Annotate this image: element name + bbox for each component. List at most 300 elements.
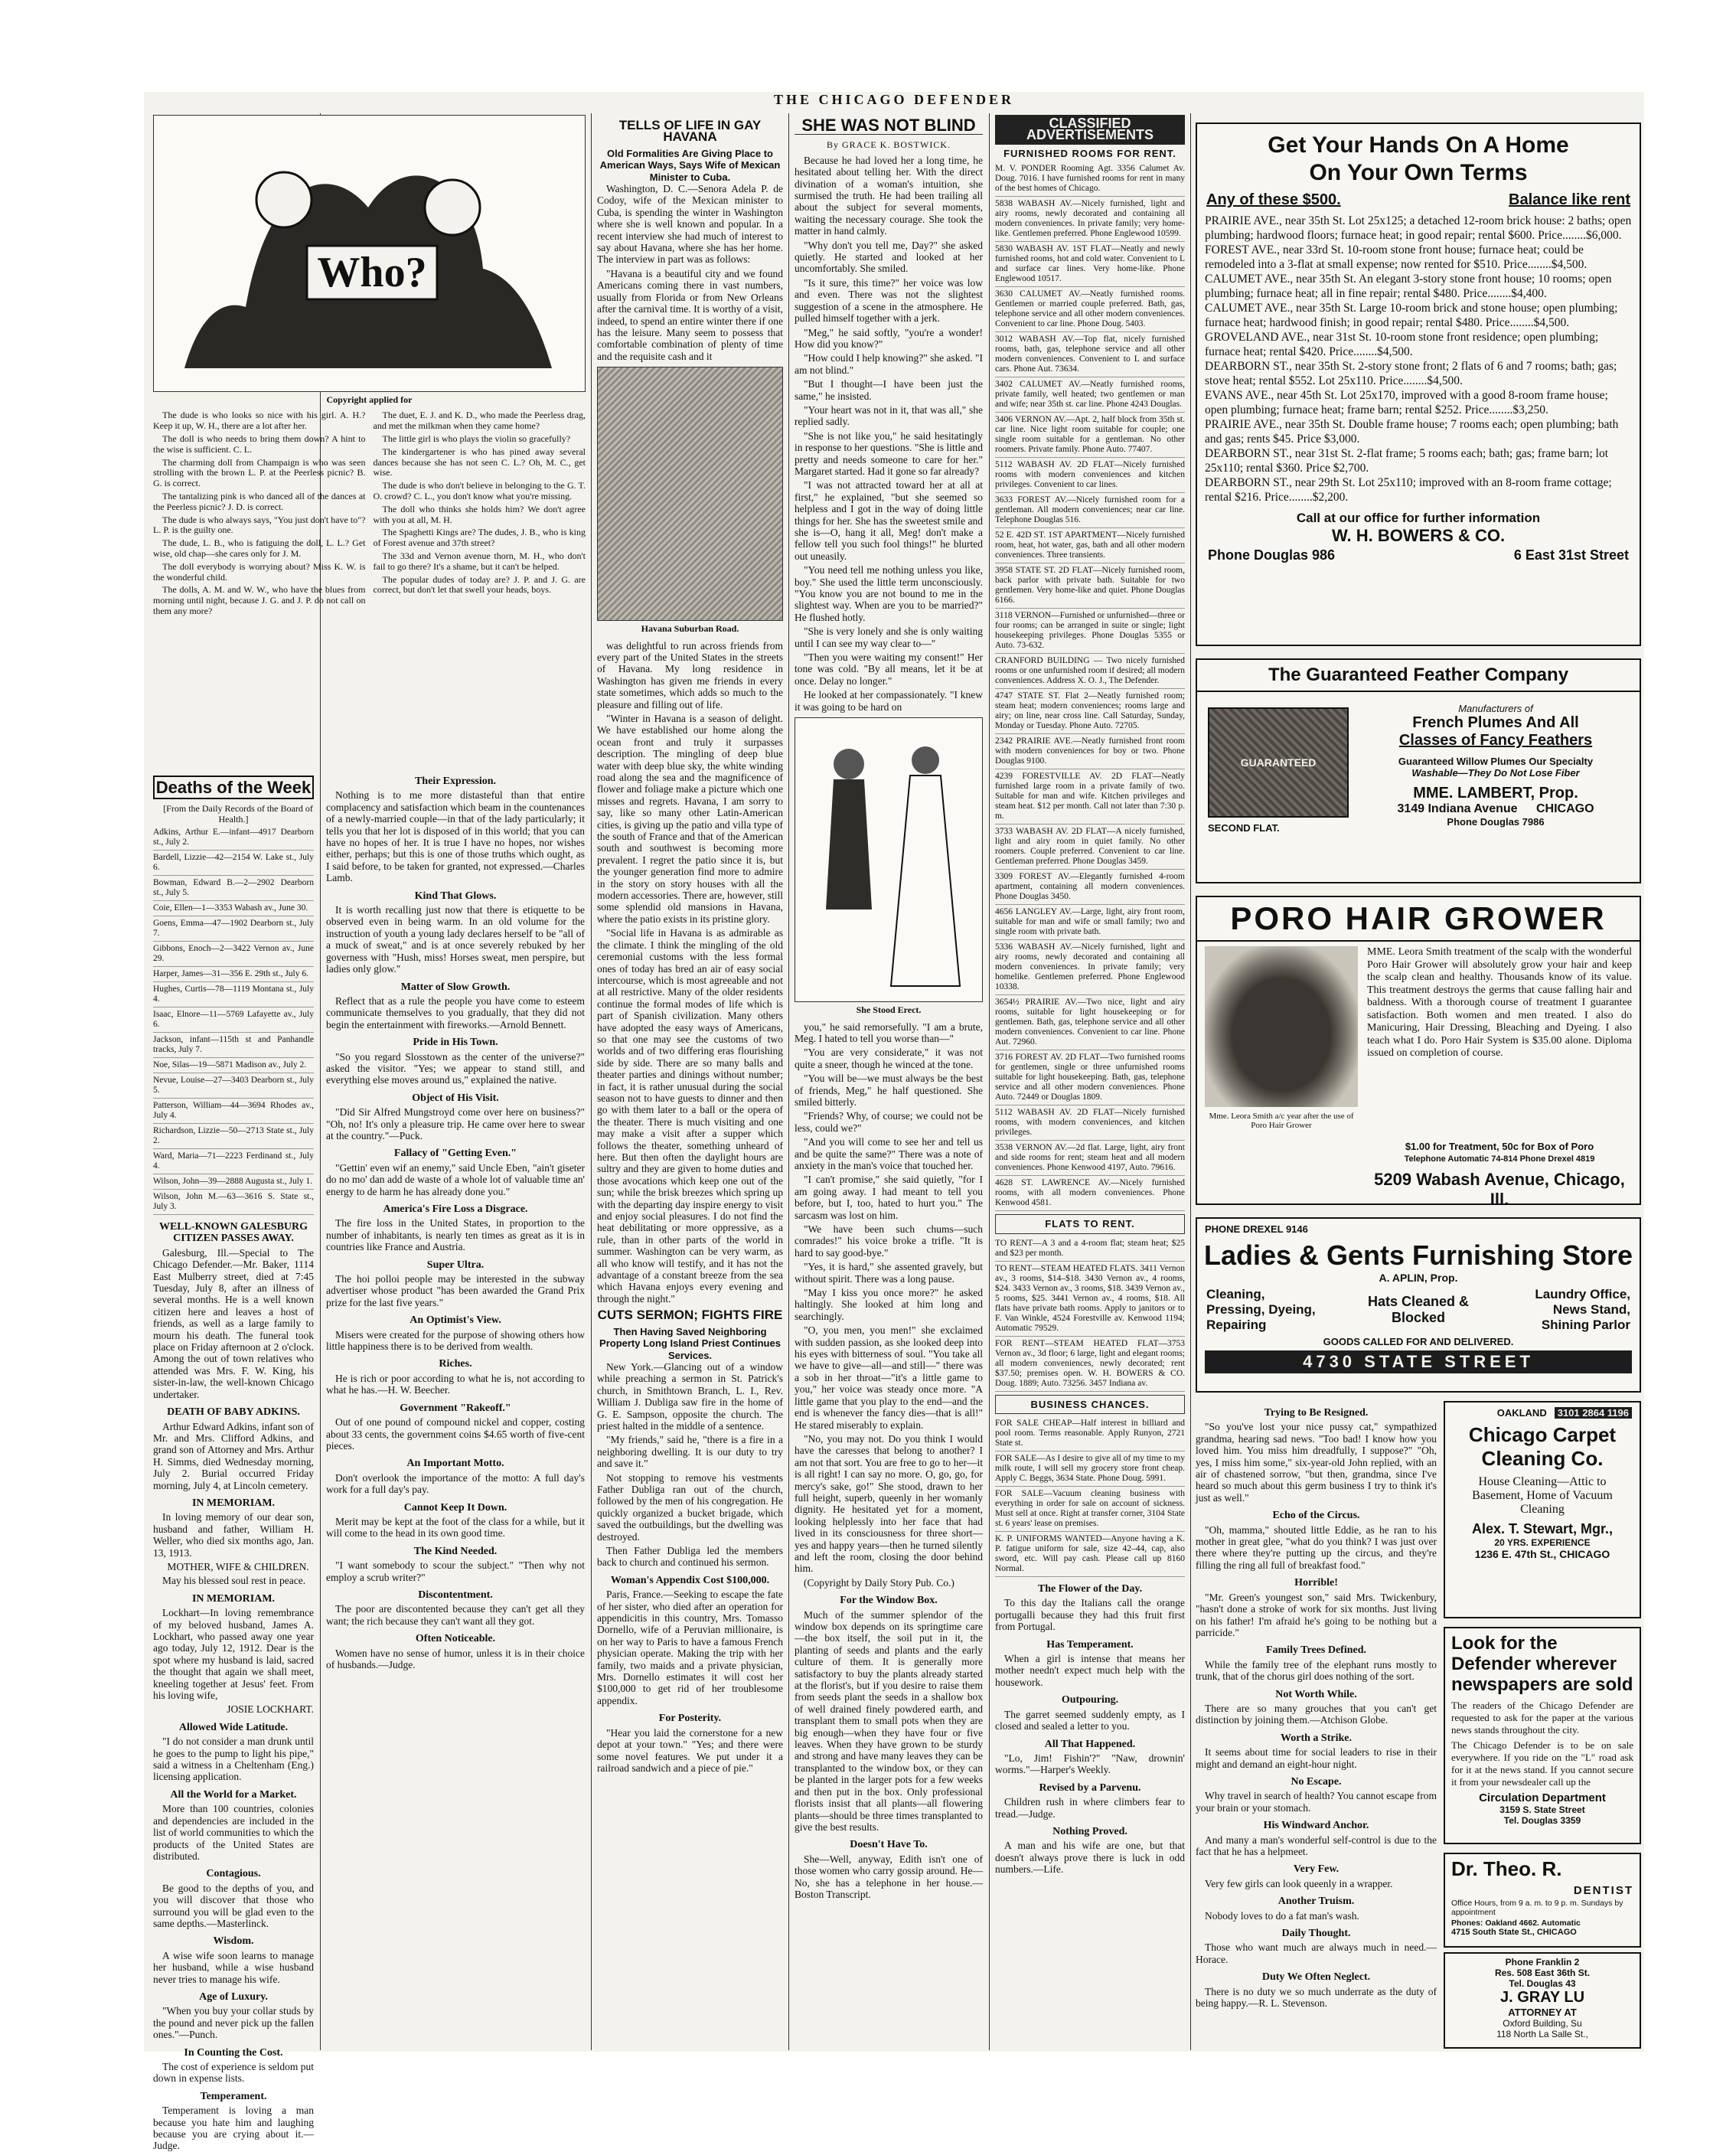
store-goods: GOODS CALLED FOR AND DELIVERED. — [1323, 1336, 1514, 1347]
classified-entry: 3654½ PRAIRIE AV.—Two nice, light and airy rooms, suitable for light housekeeping or for gentlemen. Bath, gas, telephone service and all other modern conveniences. Convenient to car line. Phone Aut. 72960. — [995, 998, 1185, 1050]
store-title: Ladies & Gents Furnishing Store — [1203, 1239, 1633, 1271]
column-4 — [795, 115, 983, 2044]
filler-text: "Gettin' even wif an enemy," said Uncle Eben, "ain't giseter do no mo' dan add de waste of a whole lot of valuable time an' energy to de harm he has already done you." — [326, 1161, 585, 1197]
story-paragraph: "You need tell me nothing unless you like, boy." She used the little term unconsciously. "You know you are not bound to me in the slightest way. When are you to be married?" He flushed hotly. — [795, 564, 983, 623]
happened-text: "Lo, Jim! Fishin'?" "Naw, drownin' worms."—Harper's Weekly. — [995, 1752, 1185, 1776]
contagious-text: Be good to the depths of you, and you will discover that those who surround you will be glad even to the same depths.—Masterlinck. — [153, 1882, 314, 1929]
filler-title: Often Noticeable. — [415, 1633, 496, 1645]
proved-title: Nothing Proved. — [1052, 1825, 1127, 1837]
baby-text: Arthur Edward Adkins, infant son of Mr. and Mrs. Clifford Adkins, and grand son of Attorney and Mrs. Arthur H. Simms, died Wednesday morning, July 2. Burial occurred Friday morning, July 4, at Lincoln cemetery. — [153, 1420, 314, 1491]
filler-title: Duty We Often Neglect. — [1261, 1971, 1371, 1984]
business-heading: BUSINESS CHANCES. — [995, 1395, 1185, 1414]
filler-text: Why travel in search of health? You cannot escape from your brain or your stomach. — [1196, 1790, 1437, 1814]
whoism-item: The dolls, A. M. and W. W., who have the blues from morning until night, because J. G. and J. P. do not call on them any more? — [153, 584, 366, 616]
classified-entry: FOR RENT—STEAM HEATED FLAT—3753 Vernon av., 3d floor; 6 large, light and elegant rooms; all modern conveniences, newly decorated; rent $37.50; premises open. W. H. BOWERS & CO. Doug. 1889; Auto. 73256. 3457 Indiana av. — [995, 1339, 1185, 1392]
feather-phone: Phone Douglas 7986 — [1447, 816, 1545, 828]
story-title: SHE WAS NOT BLIND — [795, 119, 983, 135]
fire-subtitle: Then Having Saved Neighboring Property Long Island Priest Continues Services. — [599, 1325, 781, 1361]
store-services — [1206, 1287, 1630, 1333]
temperament-text: When a girl is intense that means her mother needn't expect much help with the housework. — [995, 1653, 1185, 1688]
dentist-title: DENTIST — [1573, 1884, 1633, 1897]
cost-text: The cost of experience is seldom put down in expense lists. — [153, 2061, 314, 2085]
classified-entry: CRANFORD BUILDING — Two nicely furnished rooms or one unfurnished room if desired; all modern conveniences. Address X. O. J., The Defender. — [995, 656, 1185, 689]
havana-photo-caption: Havana Suburban Road. — [641, 623, 739, 635]
column-5 — [995, 115, 1185, 2044]
classified-entry: 5112 WABASH AV. 2D FLAT—Nicely furnished rooms with modern conveniences and kitchen privileges. Convenient to car lines. — [995, 460, 1185, 493]
filler-title: Not Worth While. — [1275, 1688, 1357, 1700]
article-paragraph: Not stopping to remove his vestments Father Dubliga ran out of the church, followed by the men of his congregation. He quickly organized a bucket brigade, which saved the outbuildings, but the dwelling was destroyed. — [597, 1471, 783, 1543]
defender-body-2: The Chicago Defender is to be on sale everywhere. If you ride on the "L" road ask for it at the news stand. If you cannot secure it from your newsdealer call up the — [1451, 1739, 1633, 1788]
classified-entry: 3958 STATE ST. 2D FLAT—Nicely furnished room, back parlor with private bath. Suitable for two gentlemen. Very home-like and quiet. Phone Douglas 6166. — [995, 566, 1185, 609]
lawyer-address: 118 North La Salle St., — [1496, 2029, 1588, 2039]
death-entry: Adkins, Arthur E.—infant—4917 Dearborn st., July 2. — [153, 828, 314, 851]
dentist-name: Dr. Theo. R. — [1451, 1857, 1562, 1880]
filler-text: And many a man's wonderful self-control is due to the fact that he has a helpmeet. — [1196, 1834, 1437, 1857]
classified-entry: 3118 VERNON—Furnished or unfurnished—three or four rooms; can be arranged in suite or single; light housekeeping privileges. Phone Douglas 5355 or Auto. 73-632. — [995, 611, 1185, 654]
wisdom-title: Wisdom. — [213, 1935, 254, 1948]
classified-entry: 3633 FOREST AV.—Nicely furnished room for a gentleman. All modern conveniences; near car line. Telephone Douglas 516. — [995, 495, 1185, 528]
carpet-phones — [1453, 1407, 1632, 1419]
article-paragraph: "My friends," said he, "there is a fire in a neighboring dwelling. It is our duty to try and save it." — [597, 1434, 783, 1470]
story-paragraph: "Yes, it is hard," she assented gravely, but without spirit. There was a long pause. — [795, 1261, 983, 1285]
whoism-item: The kindergartener is who has pined away several dances because she has not seen C. L.? Oh, M. C., get wise. — [373, 446, 586, 478]
feather-mfr: Manufacturers of — [1458, 703, 1533, 714]
bowers-call: Call at our office for further information — [1296, 511, 1541, 525]
feather-line-4: Washable—They Do Not Lose Fiber — [1411, 767, 1580, 779]
filler-text: "Oh, mamma," shouted little Eddie, as he ran to his mother in great glee, "what do you think? I was just over there where they're putting up the circus, and they're filling the ring all full of breakfast food." — [1196, 1523, 1437, 1571]
carpet-experience: 20 YRS. EXPERIENCE — [1494, 1537, 1591, 1548]
story-paragraph: "May I kiss you once more?" he asked haltingly. She looked at him long and searchingly. — [795, 1287, 983, 1322]
whoism-item: The little girl is who plays the violin so gracefully? — [382, 433, 571, 444]
column-rule — [591, 113, 592, 2050]
classified-entry: 5112 WABASH AV. 2D FLAT—Nicely furnished rooms, with modern conveniences, and kitchen privileges. — [995, 1108, 1185, 1141]
flower-title: The Flower of the Day. — [1037, 1583, 1143, 1595]
story-paragraph: "No, you may not. Do you think I would have the caresses that belong to another? I am not that sort. You are free to go to her—it is all right! I can say no more. O, go, go, for mercy's sake, go!" She stood, drawn to her full height, superb, queenly in her womanly dignity. He hesitated yet for a moment, looking helplessly into her face that had lived in its consciousness for three short—yes and happy years—then he turned silently and left the room, closing the door behind him. — [795, 1432, 983, 1575]
bowers-address: 6 East 31st Street — [1513, 547, 1629, 563]
cost-title: In Counting the Cost. — [184, 2046, 283, 2059]
whoism-item: The popular dudes of today are? J. P. and J. G. are correct, but don't let that swell your heads, boys. — [373, 573, 586, 596]
filler-text: Those who want much are always much in need.—Horace. — [1196, 1941, 1437, 1965]
wisdom-text: A wise wife soon learns to manage her husband, while a wise husband never tries to manage his wife. — [153, 1949, 314, 1985]
masthead: THE CHICAGO DEFENDER — [773, 92, 1015, 107]
filler-title: An Optimist's View. — [410, 1314, 501, 1327]
memoriam-sign: MOTHER, WIFE & CHILDREN. — [167, 1560, 309, 1572]
story-paragraph: "We have been such chums—such comrades!" his voice broke a trifle. "It is hard to say good-bye." — [795, 1223, 983, 1259]
bowers-headline-2: On Your Own Terms — [1309, 160, 1528, 185]
filler-title: Horrible! — [1294, 1577, 1338, 1589]
bowers-listing: DEARBORN ST., near 29th St. Lot 25x110; improved with an 8-room frame cottage; rental $216. Price........$2,200. — [1205, 476, 1612, 504]
defender-address: 3159 S. State Street — [1499, 1804, 1585, 1815]
story-paragraph: (Copyright by Daily Story Pub. Co.) — [804, 1576, 954, 1589]
classified-entry: FOR SALE CHEAP—Half interest in billiard and pool room. Terms reasonable. Apply Runyon, 2721 State st. — [995, 1419, 1185, 1452]
lawyer-ad — [1444, 1952, 1641, 2049]
havana-road-photo — [597, 367, 783, 621]
classified-entry: 3402 CALUMET AV.—Neatly furnished rooms, private family, well heated; two gentlemen or man and wife; near 35th st. car line. Phone 4243 Douglas. — [995, 380, 1185, 413]
story-paragraph: Because he had loved her a long time, he hesitated about telling her. With the direct divination of a woman's intuition, she surmised the truth. He had been trailing all about the subject for several moments, waiting the necessary courage. She took the matter in hand calmly. — [795, 154, 983, 237]
fire-title: CUTS SERMON; FIGHTS FIRE — [597, 1308, 783, 1323]
filler-text: Don't overlook the importance of the motto: A full day's work for a full day's pay. — [326, 1471, 585, 1496]
death-entry: Harper, James—31—356 E. 29th st., July 6. — [153, 969, 314, 982]
filler-title: Worth a Strike. — [1281, 1732, 1352, 1744]
posterity-text: "Hear you laid the cornerstone for a new depot at your town." "Yes; and there were some novel features. We put under it a railroad sandwich and a piece of pie." — [597, 1726, 783, 1774]
classified-entry: TO RENT—STEAM HEATED FLATS. 3411 Vernon av., 3 rooms, $14–$18. 3430 Vernon av., 4 rooms, $24. 3433 Vernon av., 3 rooms, $18. 3439 Vernon av., 5 rooms, $25. 3441 Vernon av., 4 rooms, $18. All flats have private bath rooms. Apply to janitors or to F. Van Winkle, 4524 Forestville av. Kenwood 1194; Automatic 79529. — [995, 1264, 1185, 1337]
bowers-listing: CALUMET AVE., near 35th St. Large 10-room brick and stone house; open plumbing; furnace heat; hardwood finish; in good repair; rental $480. Price........$4,500. — [1205, 302, 1618, 329]
whoism-item: The dude is who always says, "You just don't have to"? L. P. is the guilty one. — [153, 514, 366, 536]
store-services-middle: Hats Cleaned & Blocked — [1367, 1294, 1470, 1325]
filler-title: Another Truism. — [1278, 1896, 1355, 1908]
filler-text: "Mr. Green's youngest son," said Mrs. Twickenbury, "hasn't done a stroke of work for six months. Just living on his father! I'm afraid he's going to be nothing but a parricide." — [1196, 1591, 1437, 1638]
column-1 — [153, 769, 314, 2152]
filler-text: Merit may be kept at the foot of the class for a while, but it will come to the head in its own good time. — [326, 1515, 585, 1540]
whoism-item: The duet, E. J. and K. D., who made the Peerless drag, and met the milkman when they came home? — [373, 410, 586, 432]
column-rule — [989, 113, 990, 2050]
galesburg-title: WELL-KNOWN GALESBURG CITIZEN PASSES AWAY. — [158, 1221, 308, 1245]
filler-text: There are so many grouches that you can't get distinction by joining them.—Atchison Globe. — [1196, 1702, 1437, 1726]
filler-text: He is rich or poor according to what he is, not according to what he has.—H. W. Beecher. — [326, 1372, 585, 1396]
classified-entry: 3012 WABASH AV.—Top flat, nicely furnished rooms, bath, gas, telephone service and all other modern conveniences. Convenient to L and surface cars. Phone Aut. 73634. — [995, 335, 1185, 377]
classified-entry: TO RENT—A 3 and a 4-room flat; steam heat; $25 and $23 per month. — [995, 1239, 1185, 1262]
bowers-real-estate-ad — [1196, 122, 1641, 646]
death-entry: Hughes, Curtis—78—1119 Montana st., July 4. — [153, 985, 314, 1007]
luxury-title: Age of Luxury. — [199, 1990, 268, 2003]
filler-title: Riches. — [439, 1358, 472, 1370]
carpet-cleaning-ad — [1444, 1401, 1641, 1618]
filler-title: Daily Thought. — [1281, 1928, 1351, 1940]
filler-title: Trying to Be Resigned. — [1264, 1407, 1369, 1419]
whoism-item: The doll who thinks she holds him? We don't agree with you at all, M. H. — [373, 503, 586, 525]
lawyer-bldg: Oxford Building, Su — [1503, 2018, 1582, 2029]
lawyer-name: J. GRAY LU — [1499, 1989, 1585, 2006]
happened-title: All That Happened. — [1044, 1738, 1136, 1750]
story-illustration — [795, 717, 983, 1002]
outpouring-text: The garret seemed suddenly empty, as I closed and sealed a letter to you. — [995, 1708, 1185, 1732]
filler-title: Object of His Visit. — [412, 1092, 499, 1104]
filler-text: "I want somebody to scour the subject." "Then why not employ a scrub writer?" — [326, 1559, 585, 1583]
story-paragraph: "Is it sure, this time?" her voice was low and even. There was not the slightest suggestion of a scene in the atmosphere. He pulled himself together with a jerk. — [795, 276, 983, 325]
filler-title: Pride in His Town. — [413, 1037, 498, 1049]
filler-text: "So you regard Slosstown as the center of the universe?" asked the visitor. "Yes; we appear to stand still, and everything else moves around us," explained the native. — [326, 1050, 585, 1086]
defender-phone: Tel. Douglas 3359 — [1503, 1815, 1581, 1826]
story-paragraph: "You will be—we must always be the best of friends, Meg," he half questioned. She smiled bitterly. — [795, 1073, 983, 1108]
poro-price: $1.00 for Treatment, 50c for Box of Poro — [1405, 1141, 1594, 1152]
dentist-ad — [1444, 1853, 1641, 1948]
bowers-listing: GROVELAND AVE., near 31st St. 10-room stone front residence; open plumbing; furnace heat; rental $420. Price........$4,500. — [1205, 331, 1599, 358]
column-rule — [1190, 113, 1191, 2050]
proved-text: A man and his wife are one, but that doesn't always prove there is luck in odd numbers.—Life. — [995, 1840, 1185, 1876]
store-phone: PHONE DREXEL 9146 — [1205, 1223, 1308, 1235]
appendix-text: Paris, France.—Seeking to escape the fate of her sister, who died after an operation for appendicitis in this country, Mrs. Tomasso Dornello, wife of a Peruvian millionaire, is on her way to Paris to have a famous French physician operate. Making the trip with her family, two maids and a private physician, Mrs. Dornello estimates it will cost her $100,000 to get rid of her troublesome appendix. — [597, 1589, 783, 1706]
filler-text: Nobody loves to do a fat man's wash. — [1205, 1909, 1359, 1922]
classified-entry: K. P. UNIFORMS WANTED—Anyone having a K. P. fatigue uniform for sale, size 42–44, cap, also sword, etc. Will pay cash. Please call up 8160 Normal. — [995, 1534, 1185, 1577]
defender-circulation-ad — [1444, 1627, 1641, 1844]
poro-phone: Telephone Automatic 74-814 Phone Drexel 4819 — [1404, 1154, 1595, 1164]
flats-list — [995, 1239, 1185, 1392]
classified-entry: 4628 ST. LAWRENCE AV.—Nicely furnished rooms, with all modern conveniences. Phone Kenwood 4581. — [995, 1178, 1185, 1211]
classified-entry: 3716 FOREST AV. 2D FLAT—Two furnished rooms for gentlemen, single or three unfurnished rooms suitable for light housekeeping. Bath, gas, telephone service and all other modern conveniences. Phone Auto. 72449 or Douglas 1809. — [995, 1053, 1185, 1105]
filler-title: The Kind Needed. — [413, 1545, 498, 1557]
business-list — [995, 1419, 1185, 1577]
bowers-listing: CALUMET AVE., near 35th St. An elegant 3-story stone front house; 10 rooms; open plumbing; furnace heat; all in fine repair; rental $480. Price........$4,400. — [1205, 273, 1612, 300]
poro-photo-caption: Mme. Leora Smith a/c year after the use of Poro Hair Grower — [1209, 1112, 1354, 1130]
bowers-listing: DEARBORN ST., near 31st St. 2-flat frame; 5 rooms each; bath; gas; frame barn; lot 25x110; rental $360. Price $2,700. — [1205, 447, 1609, 475]
who-cartoon — [153, 115, 586, 392]
havana-paras-2 — [597, 640, 783, 1305]
classified-entry: 5838 WABASH AV.—Nicely furnished, light and airy rooms, newly decorated and containing all modern conveniences. In private family; very home-like. Gentlemen preferred. Phone Englewood 10599. — [995, 199, 1185, 242]
story-paragraph: "Then you were waiting my consent!" Her tone was cold. "By all means, let it be at once. Delay no longer." — [795, 651, 983, 687]
death-entry: Jackson, infant—115th st and Panhandle tracks, July 7. — [153, 1035, 314, 1058]
bowers-sub-left: Any of these $500. — [1206, 191, 1341, 208]
death-entry: Bowman, Edward B.—2—2902 Dearborn st., July 5. — [153, 878, 314, 901]
deaths-list — [153, 828, 314, 1215]
filler-text: "Did Sir Alfred Mungstroyd come over here on business?" "Oh, no! It's only a pleasure trip. He came over here to swear at the country."—Puck. — [326, 1106, 585, 1141]
filler-text: Reflect that as a rule the people you have come to esteem communicate themselves to you gradually, that they did not begin the entertainment with fireworks.—Arnold Bennett. — [326, 994, 585, 1030]
filler-title: Cannot Keep It Down. — [403, 1501, 507, 1514]
filler-title: Echo of the Circus. — [1272, 1510, 1360, 1522]
whoism-item: The Spaghetti Kings are? The dudes, J. B., who is king of Forest avenue and 37th street? — [373, 527, 586, 549]
feather-address-line — [1358, 802, 1633, 816]
article-paragraph: Then Father Dubliga led the members back to church and continued his sermon. — [597, 1545, 783, 1569]
bowers-headline-1: Get Your Hands On A Home — [1268, 132, 1569, 158]
filler-text: It seems about time for social leaders to rise in their might and demand an eight-hour night. — [1196, 1746, 1437, 1770]
doesnt-text: She—Well, anyway, Edith isn't one of those women who carry gossip around. He—No, she has a telephone in her house.—Boston Transcript. — [795, 1853, 983, 1900]
whoism-item: The dude is who don't believe in belonging to the G. T. O. crowd? C. L., you don't know what you're missing. — [373, 480, 586, 501]
feather-flat: SECOND FLAT. — [1208, 822, 1280, 834]
memoriam-note: May his blessed soul rest in peace. — [162, 1575, 306, 1587]
furnishing-store-ad — [1196, 1217, 1641, 1393]
carpet-address: 1236 E. 47th St., CHICAGO — [1474, 1548, 1610, 1560]
story-paragraph: "How could I help knowing?" she asked. "I am not blind." — [795, 352, 983, 376]
classified-entry: FOR SALE—Vacuum cleaning business with everything in order for sale on account of sickness. Must sell at once. Right at transfer corner, 3104 State st. 6 years' lease on premises. — [995, 1489, 1185, 1532]
feather-firm: MME. LAMBERT, Prop. — [1413, 785, 1578, 802]
lawyer-phone: Phone Franklin 2 — [1505, 1957, 1580, 1967]
bowers-listing: EVANS AVE., near 45th St. Lot 25x170, improved with a good 8-room frame house; open plumbing; furnace heat; frame barn; rental $252. Price........$3,250. — [1205, 389, 1608, 416]
contagious-title: Contagious. — [206, 1868, 261, 1880]
story-paras-2 — [795, 1021, 983, 1589]
flower-text: To this day the Italians call the orange portugalli because they had this fruit first from Portugal. — [995, 1597, 1185, 1633]
story-paragraph: you," he said remorsefully. "I am a brute, Meg. I hated to tell you worse than—" — [795, 1020, 983, 1044]
defender-head: Look for the Defender wherever newspapers are sold — [1451, 1633, 1633, 1695]
feather-title: The Guaranteed Feather Company — [1197, 660, 1640, 692]
defender-dept: Circulation Department — [1479, 1791, 1606, 1804]
filler-title: Family Trees Defined. — [1265, 1644, 1367, 1657]
filler-title: An Important Motto. — [406, 1458, 504, 1470]
story-paragraph: "Why don't you tell me, Day?" she asked quietly. He started and looked at her uncomfortably. She smiled. — [795, 239, 983, 275]
galesburg-text: Galesburg, Ill.—Special to The Chicago Defender.—Mr. Baker, 1114 East Mulberry street, died at 7:45 Tuesday, July 8, after an illness of several months. He is a well known citizen here and leaves a host of friends, as well as a large family to mourn his death. The funeral took place on Friday afternoon at 2 o'clock. Among the out of town relatives who attended was Mrs. F. W. King, his sister-in-law, the well-known Chicago undertaker. — [153, 1246, 314, 1400]
bowers-contact — [1208, 547, 1629, 563]
death-entry: Bardell, Lizzie—42—2154 W. Lake st., July 6. — [153, 853, 314, 876]
filler-title: Very Few. — [1293, 1863, 1340, 1876]
feather-box-image: GUARANTEED — [1208, 707, 1349, 818]
couple-illustration — [795, 718, 982, 1000]
article-paragraph: New York.—Glancing out of a window while preaching a sermon in St. Patrick's church, in Smithtown Branch, L. I., Rev. William J. Dubliga saw fire in the home of G. E. Sampson, opposite the church. The priest halted in the middle of a sentence. — [597, 1360, 783, 1432]
filler-title: His Windward Anchor. — [1263, 1820, 1369, 1832]
store-address: 4730 STATE STREET — [1205, 1350, 1632, 1373]
whoism-item: The doll everybody is worrying about? Miss K. W. is the wonderful child. — [153, 560, 366, 583]
memoriam-text: Lockhart—In loving remembrance of my beloved husband, James A. Lockhart, who passed away one year ago today, July 12, 1912. Dear is the spot where my husband is laid, sacred the thought that again we shall meet, kneeling together at Jesus' feet. From his loving wife, — [153, 1607, 314, 1702]
poro-portrait — [1205, 946, 1358, 1107]
classified-entry: 4747 STATE ST. Flat 2—Neatly furnished room; steam heat; modern conveniences; rooms large and airy; on line, near cross line. Call Saturday, Sunday, Monday or Tuesday. Phone Auto. 72705. — [995, 691, 1185, 734]
deaths-heading: Deaths of the Week — [153, 776, 314, 799]
filler-text: While the family tree of the elephant runs mostly to trunk, that of the chorus girl does nothing of the sort. — [1196, 1658, 1437, 1683]
death-entry: Goens, Emma—47—1902 Dearborn st., July 7. — [153, 919, 314, 942]
furnished-heading: FURNISHED ROOMS FOR RENT. — [1003, 147, 1176, 159]
story-paras — [795, 155, 983, 713]
carpet-phone-numbers: 3101 2864 1196 — [1555, 1407, 1632, 1419]
poro-text: MME. Leora Smith treatment of the scalp with the wonderful Poro Hair Grower will absolutely grow your hair and keep the scalp clean and healthy. Thousands know of its value. This treatment destroys the germs that cause falling hair and baldness. With a thorough course of treatment I guarantee satisfaction. Both women and men treated. I also do Manicuring, Hair Dressing, Bleaching and Dyeing. I also teach what I do. Poro Hair System is $35.00 alone. Diploma issued on completion of course. — [1367, 946, 1632, 1059]
lawyer-title: ATTORNEY AT — [1508, 2007, 1577, 2018]
filler-title: Kind That Glows. — [414, 890, 497, 902]
death-entry: Gibbons, Enoch—2—3422 Vernon av., June 29. — [153, 944, 314, 967]
filler-text: Women have no sense of humor, unless it is in their choice of husbands.—Judge. — [326, 1647, 585, 1670]
fire-paras — [597, 1361, 783, 1569]
filler-text: The fire loss in the United States, in proportion to the number of inhabitants, is nearly ten times as great as it is in countries like France and Austria. — [326, 1217, 585, 1253]
bowers-sub-right: Balance like rent — [1509, 191, 1630, 208]
filler-text: Misers were created for the purpose of showing others how little happiness there is to be derived from wealth. — [326, 1328, 585, 1353]
filler-text: There is no duty we so much underrate as the duty of being happy.—R. L. Stevenson. — [1196, 1985, 1437, 2010]
story-illus-caption: She Stood Erect. — [856, 1004, 922, 1016]
filler-title: No Escape. — [1291, 1775, 1342, 1788]
furnished-list — [995, 164, 1185, 1211]
article-paragraph: "Social life in Havana is as admirable as the climate. I think the mingling of the old ceremonial customs with the less formal ones of today has bred an air of easy social intercourse, which is most agreeable and not at all restrictive. Many of the older residents continue the formal modes of life which is part of Spanish civilization. Many others have adopted the easy ways of Americans, so that one may see the customs of two worlds and of two differing eras flourishing side by side. There are so many balls and theater parties and dinings without number; in fact, it is rather unusual during the social season not to have guests to dinner and then go with them later to a ball or the opera of the theater. There is much visiting and one may make a visit after a supper which follows the theater, something unheard of here. But then often the daylight hours are sultry and they are given to home duties and those avocations which keep one out of the sun; while the brisk breezes which spring up with the departing day inspire energy to visit and enjoy social pleasures. I do not find the heat debilitating or more oppressive, as a rule, than in other parts of the world in summer. Washington can be very warm, as all who know will testify, and it has not the advantage of a constant breeze from the sea which Havana enjoys every evening and through the night." — [597, 927, 783, 1305]
bowers-firm: W. H. BOWERS & CO. — [1331, 526, 1506, 545]
death-entry: Patterson, William—44—3694 Rhodes av., July 4. — [153, 1101, 314, 1124]
story-paragraph: "O, you men, you men!" she exclaimed with sudden passion, as she looked deep into his eyes with bitterness of soul. "You take all we have to give—all—and still—" there was a sob in her throat—"it's a little game to you," her voice was steady once more. "A little game that you play to the end—and the end is whenever the fancy dies—that is all!" He stared miserably to explain. — [795, 1324, 983, 1431]
poro-title: PORO HAIR GROWER — [1197, 897, 1640, 942]
death-entry: Isaac, Elnore—11—5769 Lafayette av., July 6. — [153, 1010, 314, 1033]
death-entry: Coie, Ellen—1—3353 Wabash av., June 30. — [153, 903, 314, 916]
store-services-left: Cleaning, Pressing, Dyeing, Repairing — [1206, 1287, 1316, 1332]
filler-text: Nothing is to me more distasteful than that entire complacency and satisfaction which beam in the countenances of a newly-married couple—in that of the lady particularly; it tells you that her lot is disposed of in this world; that you can have no hopes of her. It is true I have no hopes, nor wishes either, perhaps; but this is one of those truths which ought, as I said before, to be taken for granted, not expressed.—Charles Lamb. — [326, 789, 585, 884]
classified-entry: 3406 VERNON AV.—Apt. 2, half block from 35th st. car line. Nice light room suitable for couple; one single room suitable for a gentleman. No other roomers. Private family. Phone Auto. 77407. — [995, 415, 1185, 458]
defender-body-1: The readers of the Chicago Defender are requested to ask for the paper at the various news stands throughout the city. — [1451, 1700, 1633, 1736]
story-paragraph: He looked at her compassionately. "I knew it was going to be hard on — [795, 689, 983, 713]
bowers-listing: FOREST AVE., near 33rd St. 10-room stone front house; furnace heat; could be remodeled into a 3-flat at small expense; now rented for $510. Price........$4,500. — [1205, 243, 1588, 271]
cartoon-title: Who? — [317, 249, 427, 296]
dentist-address: 4715 South State St., CHICAGO — [1451, 1928, 1577, 1937]
carpet-title-1: Chicago Carpet — [1468, 1423, 1617, 1446]
filler-title: Government "Rakeoff." — [400, 1402, 511, 1414]
carpet-body: House Cleaning—Attic to Basement, Home of Vacuum Cleaning — [1472, 1475, 1613, 1516]
filler-title: Matter of Slow Growth. — [400, 981, 511, 993]
latitude-title: Allowed Wide Latitude. — [178, 1721, 289, 1733]
window-title: For the Window Box. — [840, 1595, 938, 1607]
whoisms-right — [374, 410, 586, 619]
classified-entry: FOR SALE—As I desire to give all of my time to my milk route, I will sell my grocery store front cheap. Apply C. Beggs, 3634 State. Phone Doug. 5991. — [995, 1454, 1185, 1487]
article-paragraph: Washington, D. C.—Senora Adela P. de Codoy, wife of the Mexican minister to Cuba, is spending the winter in Washington where she is well known and popular. In a recent interview she had much of interest to say about Havana, where she has her home. The interview in part was as follows: — [597, 183, 783, 266]
death-entry: Ward, Maria—71—2223 Ferdinand st., July 4. — [153, 1151, 314, 1174]
bowers-listings — [1197, 214, 1640, 505]
poro-address: 5209 Wabash Avenue, Chicago, Ill. — [1374, 1170, 1625, 1209]
filler-title: Discontentment. — [418, 1589, 493, 1601]
temper-text: Temperament is loving a man because you hate him and laughing because you are crying about it.—Judge. — [153, 2105, 314, 2152]
filler-text: Out of one pound of compound nickel and copper, costing about 33 cents, the government coins $4.65 worth of five-cent pieces. — [326, 1416, 585, 1452]
column-rule — [788, 113, 789, 2050]
memoriam-title: IN MEMORIAM. — [191, 1497, 276, 1509]
whoism-item: The doll is who needs to bring them down? A hint to the wise is sufficient. C. L. — [153, 433, 366, 455]
bowers-listing: PRAIRIE AVE., near 35th St. Double frame house; 7 rooms each; open plumbing; bath and gas; rents $45. Price $3,000. — [1205, 418, 1619, 446]
whoisms-left — [153, 410, 366, 619]
whoism-item: The dude is who looks so nice with his girl. A. H.? Keep it up, W. H., there are a lot after her. — [153, 410, 366, 432]
outpouring-title: Outpouring. — [1061, 1694, 1119, 1706]
filler-text: "So you've lost your nice pussy cat," sympathized grandma, hearing sad news. "Too bad! I know how you loved him. You miss him dreadfully, I suppose?" "Oh, yes, I miss him some," six-year-old John replied, with an air of chastened sorrow, "but then, grandma, since I've heard so much about this germ business I try to think it's just as well." — [1196, 1421, 1437, 1504]
filler-text: The hoi polloi people may be interested in the subway advertiser whose product "has been awarded the Grand Prix prize for the last five years." — [326, 1273, 585, 1308]
feather-line-3: Guaranteed Willow Plumes Our Specialty — [1398, 756, 1594, 767]
classified-entry: M. V. PONDER Rooming Agt. 3356 Calumet Av. Doug. 7016. I have furnished rooms for rent in many of the best homes of Chicago. — [995, 164, 1185, 197]
classified-entry: 5830 WABASH AV. 1ST FLAT—Neatly and newly furnished rooms, hot and cold water. Convenient to L and surface car lines. Very home-like. Phone Englewood 10517. — [995, 244, 1185, 287]
whoism-item: The dude, L. B., who is fatiguing the doll, L. L.? Get wise, old chap—she cares only for J. M. — [153, 537, 366, 559]
window-text: Much of the summer splendor of the window box depends on its springtime care—the box itself, the soil put in it, the planting of seeds and plants and the early culture of them. It is generally more satisfactory to buy the plants already started at the florist's, but if you desire to raise them from seeds plant the seeds in a shallow box of well drained finely powdered earth, and transplant them to small pots when they are big enough—when they have four or five leaves. When they have grown to be sturdy and strong and have many leaves they can be transplanted to the window box, or they can be planted in the larger pots for a few weeks and then put in the box. Only professional florists insist that all plants—all flowering plants—should be three times transplanted to give the best results. — [795, 1608, 983, 1833]
death-entry: Noe, Silas—19—5871 Madison av., July 2. — [153, 1060, 314, 1073]
classified-entry: 52 E. 42D ST. 1ST APARTMENT—Nicely furnished room, heat, hot water, gas, bath and all other modern conveniences. Three transients. — [995, 531, 1185, 563]
classified-entry: 3309 FOREST AV.—Elegantly furnished 4-room apartment, containing all modern conveniences. Phone Douglas 3450. — [995, 872, 1185, 905]
whoism-item: The 33d and Vernon avenue thorn, M. H., who don't fail to go there? It's a shame, but it can't be helped. — [373, 550, 586, 572]
classified-entry: 5336 WABASH AV.—Nicely furnished, light and airy rooms, newly decorated and containing all modern conveniences. In private family; very homelike. Gentlemen preferred. Phone Englewood 10338. — [995, 942, 1185, 995]
death-entry: Nevue, Louise—27—3403 Dearborn st., July 5. — [153, 1076, 314, 1099]
feather-company-ad — [1196, 658, 1641, 883]
poro-hair-grower-ad — [1196, 896, 1641, 1209]
column-3 — [597, 115, 783, 2044]
filler-title: Fallacy of "Getting Even." — [393, 1148, 517, 1160]
story-paragraph: "And you will come to see her and tell us and be quite the same?" There was a note of anxiety in the man's voice that touched her. — [795, 1136, 983, 1171]
death-entry: Wilson, John—39—2888 Augusta st., July 1. — [153, 1177, 314, 1190]
classified-banner: CLASSIFIED ADVERTISEMENTS — [995, 115, 1185, 145]
classified-entry: 3538 VERNON AV.—2d flat. Large, light, airy front and side rooms for rent; steam heat and all modern conveniences. Phone Kenwood 4197, Auto. 79616. — [995, 1143, 1185, 1176]
feather-line-2: Classes of Fancy Feathers — [1398, 732, 1593, 749]
column-2 — [326, 769, 585, 2044]
article-paragraph: "Havana is a beautiful city and we found Americans coming there in vast numbers, usually from Florida or from New Orleans after the carnival time. It is worthy of a visit, indeed, to spend an entire winter there if one has the leisure. Many seem to possess that comfortable combination of plenty of time and the requisite cash and it — [597, 267, 783, 362]
flats-heading: FLATS TO RENT. — [995, 1214, 1185, 1233]
latitude-text: "I do not consider a man drunk until he goes to the pump to light his pipe," said a witness in a Cheltenham (Eng.) licensing application. — [153, 1736, 314, 1783]
temperament-title: Has Temperament. — [1046, 1638, 1134, 1651]
havana-title: TELLS OF LIFE IN GAY HAVANA — [618, 118, 762, 145]
cartoon-caption: Copyright applied for — [326, 394, 413, 405]
appendix-title: Woman's Appendix Cost $100,000. — [610, 1574, 770, 1586]
story-paragraph: "She is not like you," he said hesitatingly in response to her questions. "She is little and pretty and needs someone to care for her." Margaret started. Had it gone so far already? — [795, 429, 983, 477]
baby-title: DEATH OF BABY ADKINS. — [167, 1406, 300, 1419]
lawyer-tel: Tel. Douglas 43 — [1509, 1978, 1576, 1989]
market-text: More than 100 countries, colonies and dependencies are included in the list of world communities to which the products of the United States are distributed. — [153, 1803, 314, 1862]
dentist-phones: Phones: Oakland 4662. Automatic — [1451, 1919, 1581, 1928]
carpet-phone-label: OAKLAND — [1496, 1407, 1547, 1419]
feather-city: CHICAGO — [1536, 802, 1594, 815]
havana-paras — [597, 183, 783, 362]
classified-entry: 2342 PRAIRIE AVE.—Neatly furnished front room with modern conveniences for boy or two. Phone Douglas 9100. — [995, 736, 1185, 769]
memoriam-title: IN MEMORIAM. — [191, 1592, 276, 1605]
bowers-phone: Phone Douglas 986 — [1208, 547, 1336, 563]
bowers-subhead — [1206, 191, 1630, 209]
filler-text: The poor are discontented because they can't get all they want; the rich because they can't want all they got. — [326, 1603, 585, 1627]
deaths-source: [From the Daily Records of the Board of Health.] — [163, 803, 313, 825]
filler-title: Their Expression. — [414, 776, 497, 787]
filler-title: America's Fire Loss a Disgrace. — [383, 1203, 528, 1215]
luxury-text: "When you buy your collar studs by the pound and never pick up the fallen ones."—Punch. — [153, 2005, 314, 2041]
carpet-manager: Alex. T. Stewart, Mgr., — [1471, 1521, 1614, 1536]
feather-details — [1358, 703, 1633, 828]
article-paragraph: "Winter in Havana is a season of delight. We have established our home along the ocean front and truly it surpasses description. The mingling of deep blue water with deep blue sky, the white winding road along the sea and the magnificence of flower and foliage make a picture which one misses and regrets. Havana, I am sorry to say, like so many other Latin-American cities, is giving up the patio and villa type of the south of France and that of the American south and southwest is becoming more prevalent. I regret the patio since it is, but the younger generation find more to admire in the story on story houses with all the modern accessories. There are, however, still some splendid old mansions in Havana, where the patio exists in its pristine glory. — [597, 712, 783, 925]
story-paragraph: "Friends? Why, of course; we could not be less, could we?" — [795, 1110, 983, 1134]
classified-entry: 3733 WABASH AV. 2D FLAT—A nicely furnished, light and airy room in quiet family. No other roomers. Couple preferred. Convenient to car line. Gentleman preferred. Phone Douglas 3459. — [995, 827, 1185, 870]
filler-text: It is worth recalling just now that there is etiquette to be observed even in being warm. In an old volume for the instruction of youth a young lady declares herself to be "all of a muck of sweat," and is at once severely rebuked by her governess with "Hush, miss! Horses sweat, men perspire, but ladies only glow." — [326, 904, 585, 975]
parvenu-title: Revised by a Parvenu. — [1039, 1781, 1141, 1794]
filler-title: Super Ultra. — [426, 1259, 485, 1271]
filler-text: Very few girls can look queenly in a wrapper. — [1205, 1877, 1393, 1889]
column-7 — [1196, 1401, 1437, 2052]
whoism-item: The tantalizing pink is who danced all of the dances at the Peerless picnic? J. D. is correct. — [153, 490, 366, 512]
story-paragraph: "You are very considerate," it was not quite a sneer, though he winced at the tone. — [795, 1047, 983, 1070]
market-title: All the World for a Market. — [170, 1788, 297, 1801]
story-paragraph: "Your heart was not in it, that was all," she replied sadly. — [795, 403, 983, 428]
store-services-right: Laundry Office, News Stand, Shining Parlor — [1535, 1287, 1630, 1332]
